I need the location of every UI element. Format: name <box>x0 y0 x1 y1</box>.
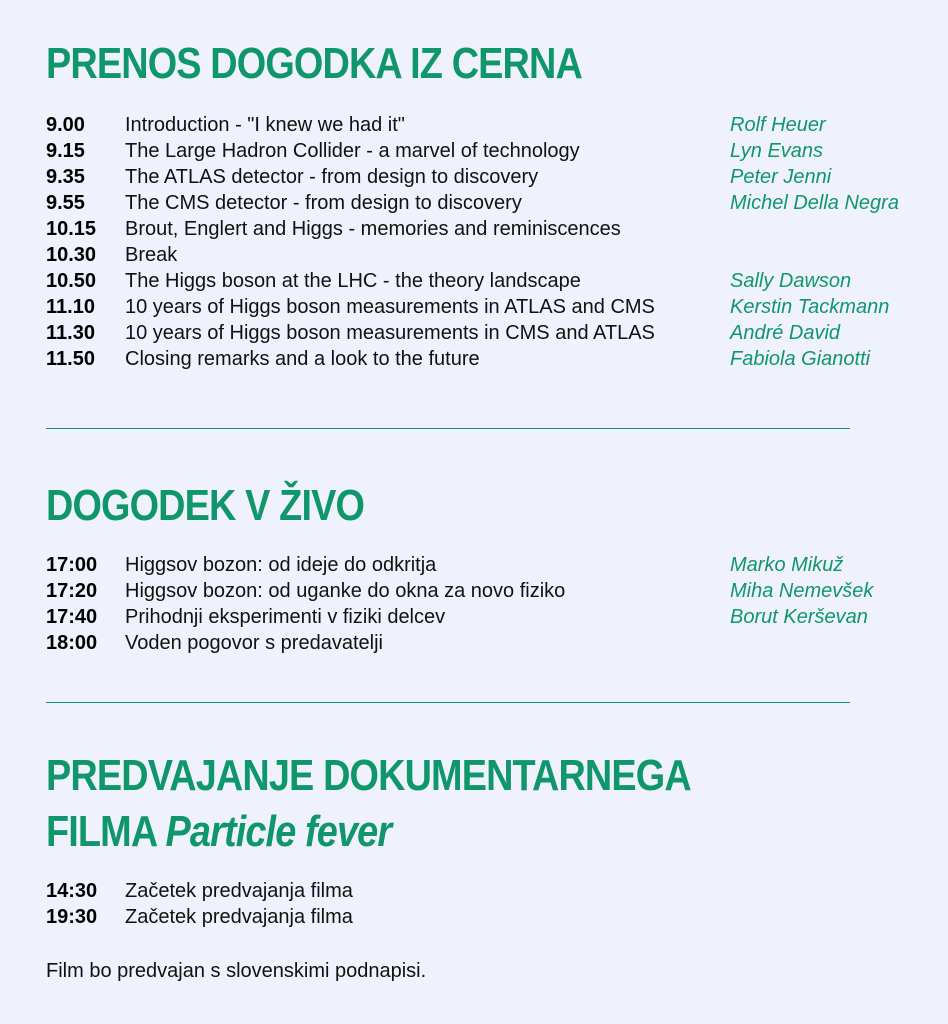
schedule-row <box>46 242 926 268</box>
row-title: Introduction - "I knew we had it" <box>125 114 405 136</box>
row-time: 11.10 <box>46 296 95 318</box>
schedule-row <box>46 878 926 904</box>
row-title: Prihodnji eksperimenti v fiziki delcev <box>125 606 446 628</box>
row-time: 17:20 <box>46 580 98 602</box>
schedule-cern-broadcast <box>46 112 926 372</box>
row-time: 10.50 <box>46 270 97 292</box>
row-time: 11.30 <box>46 322 95 344</box>
row-title: The Higgs boson at the LHC - the theory landscape <box>125 270 581 292</box>
row-title: The CMS detector - from design to discovery <box>125 192 522 214</box>
row-speaker: Miha Nemevšek <box>730 580 874 602</box>
row-speaker: Fabiola Gianotti <box>730 348 871 370</box>
row-time: 10.15 <box>46 218 97 240</box>
row-speaker: Michel Della Negra <box>730 192 899 214</box>
schedule-row <box>46 138 926 164</box>
row-title: 10 years of Higgs boson measurements in ATLAS and CMS <box>125 296 655 318</box>
section-divider <box>46 702 850 703</box>
row-time: 17:40 <box>46 606 98 628</box>
schedule-row <box>46 190 926 216</box>
heading-film-prefix: FILMA <box>46 807 156 856</box>
row-speaker: Sally Dawson <box>730 270 852 292</box>
section-heading-live-event: DOGODEK V ŽIVO <box>46 481 365 530</box>
section-heading-cern-broadcast: PRENOS DOGODKA IZ CERNA <box>46 39 582 88</box>
heading-film-title: Particle fever <box>165 807 392 856</box>
schedule-live-event <box>46 552 926 656</box>
schedule-row <box>46 552 926 578</box>
row-speaker: Rolf Heuer <box>730 114 826 136</box>
row-title: Break <box>125 244 178 266</box>
row-speaker: Peter Jenni <box>730 166 832 188</box>
row-title: Higgsov bozon: od ideje do odkritja <box>125 554 437 576</box>
section-heading-film-line2 <box>46 807 392 856</box>
row-title: Začetek predvajanja filma <box>125 880 353 902</box>
schedule-row <box>46 604 926 630</box>
schedule-row <box>46 630 926 656</box>
row-title: The Large Hadron Collider - a marvel of technology <box>125 140 580 162</box>
schedule-row <box>46 904 926 930</box>
row-time: 9.55 <box>46 192 85 214</box>
row-time: 9.15 <box>46 140 85 162</box>
schedule-row <box>46 216 926 242</box>
schedule-row <box>46 320 926 346</box>
section-divider <box>46 428 850 429</box>
schedule-row <box>46 164 926 190</box>
row-title: Začetek predvajanja filma <box>125 906 353 928</box>
row-time: 14:30 <box>46 880 98 902</box>
row-time: 17:00 <box>46 554 98 576</box>
row-speaker: Lyn Evans <box>730 140 824 162</box>
row-time: 10.30 <box>46 244 97 266</box>
row-speaker: Marko Mikuž <box>730 554 844 576</box>
row-time: 9.35 <box>46 166 85 188</box>
row-title: Voden pogovor s predavatelji <box>125 632 383 654</box>
row-speaker: Borut Kerševan <box>730 606 868 628</box>
row-title: Brout, Englert and Higgs - memories and reminiscences <box>125 218 621 240</box>
schedule-film <box>46 878 926 930</box>
schedule-row <box>46 268 926 294</box>
row-title: Closing remarks and a look to the future <box>125 348 480 370</box>
schedule-row <box>46 346 926 372</box>
row-title: 10 years of Higgs boson measurements in CMS and ATLAS <box>125 322 655 344</box>
row-time: 9.00 <box>46 114 85 136</box>
row-time: 18:00 <box>46 632 98 654</box>
section-heading-film-line1: PREDVAJANJE DOKUMENTARNEGA <box>46 751 691 800</box>
row-speaker: Kerstin Tackmann <box>730 296 890 318</box>
schedule-row <box>46 294 926 320</box>
row-title: Higgsov bozon: od uganke do okna za novo fiziko <box>125 580 566 602</box>
subtitle-note: Film bo predvajan s slovenskimi podnapisi. <box>46 960 427 982</box>
row-speaker: André David <box>730 322 841 344</box>
row-time: 19:30 <box>46 906 98 928</box>
schedule-row <box>46 112 926 138</box>
schedule-row <box>46 578 926 604</box>
row-title: The ATLAS detector - from design to discovery <box>125 166 539 188</box>
row-time: 11.50 <box>46 348 95 370</box>
